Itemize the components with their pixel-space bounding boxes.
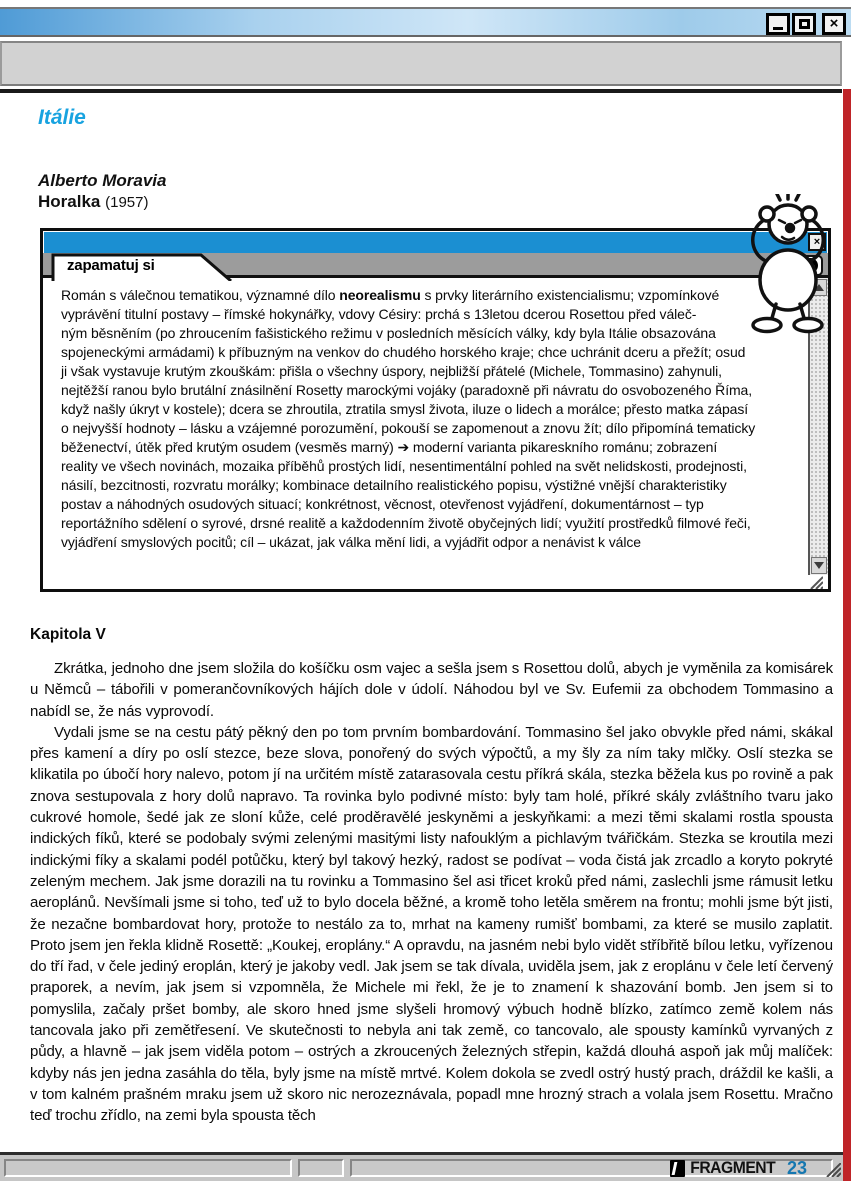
window-controls [766,13,846,35]
status-panel [4,1159,292,1177]
memo-text-line: ji však vystavuje krutým zkouškám: přišla o všechny úspory, nejbližší přátelé (Michele, Tommasino) zahynuli, [61,363,722,379]
memo-text-line: Román s válečnou tematikou, významné dílo neorealismu s prvky literárního existencialismu; vzpomínkové [61,287,720,303]
fragment-logo [670,1159,778,1178]
status-panel [298,1159,344,1177]
minimize-icon [773,27,783,30]
section-title: Itálie [38,106,86,129]
chapter-heading: Kapitola V [30,626,106,643]
memo-text-line: běženectví, útěk před krutým osudem (vesměs marný) ➔ moderní varianta pikareskního románu; zobrazení [61,439,718,455]
close-icon: × [829,15,839,32]
memo-tab-label: zapamatuj si [67,257,155,274]
memo-content [43,278,828,575]
book-icon [670,1160,685,1177]
resize-grip-icon[interactable] [808,576,823,589]
page-number: 23 [786,1157,807,1178]
memo-text-line: o nejvyšší hodnoty – lásku a vzájemné porozumění, pokouší se zapomenout a znovu žít; dílo připomíná tematicky [61,420,756,436]
body-paragraph: Zkrátka, jednoho dne jsem složila do košíčku osm vajec a sešla jsem s Rosettou dolů, abych je vyměnila za komisárek u Němců – tábořili v pomerančovníkových hájích dole v údolí. Náhodou byl ve Sv. Eufemii za obchodem Tommasino a nabídl se, že nás vyprovodí. [30,660,833,720]
memo-text-line: nejtěžší ranou bylo brutální znásilnění Rosetty marockými vojáky (paradoxně při návratu do osvobozeného Říma, [61,382,753,398]
memo-tabstrip [43,253,828,278]
memo-statusbar [43,575,828,589]
body-paragraph: Vydali jsme se na cestu pátý pěkný den po tom prvním bombardování. Tommasino šel jako obvykle před námi, skákal přes kamení a díry po oslí stezce, beze slova, ponořený do svých výpočtů, a my šly za ním taky mlčky. Oslí stezka se klikatila po úbočí hory nalevo, potom jí na určitém místě zatarasovala cestu příkrá skála, stezka běžela kus po rovině a pak znova sestupovala z hory dolů napravo. Ta rovinka bylo podivné místo: byly tam holé, příkré skály zvláštního tvaru jako cukrové homole, šedé jak ze sloní kůže, celé proděravělé jeskyněmi a jeskyňkami: a mezi těmi skalami rostla spousta indických fíků, které se podobaly svými zelenými masitými listy nafouklým a pichlavým tvářičkám. Stezka se kroutila mezi indickými fíky a skalami podél potůčku, který byl takový hezký, radost se podívat – voda čistá jak zrcadlo a koryto pokryté zeleným mechem. Jak jsme dorazili na tu rovinku a Tommasino šel asi třicet kroků před námi, zaslechli jsme rámusit letku aeroplánů. Nevšímali jsme si toho, teď už to bylo docela běžné, a kromě toho letěla směrem na frontu; mohli jsme být jisti, že nezačne bombardovat hory, protože to nestálo za to, mrhat na kameny rumišť bombami, za které se musilo zaplatit. Proto jsem jen řekla klidně Rosettě: „Koukej, eroplány.“ A opravdu, na jasném nebi bylo vidět stříbřitě bílou letku, vyřízenou do tří řad, v čele jediný eroplán, který je jakoby vedl. Jak jsem se tak dívala, uviděla jsem, jak z eroplánu v čele letí červený praporek, a nevím, jak jsem si vzpomněla, že Michele mi řekl, že je to znamení k shazování bomb. Jen jsem si to pomyslila, začaly pršet bomby, ale skoro hned jsme slyšeli hromový výbuch hodně blízko, zatímco země kolem nás tancovala jako při zemětřesení. Ve skutečnosti to nebyla ani tak země, co tancovalo, ale spousty kamínků vyrvaných z půdy, a hlavně – jak jsem viděla potom – ostrých a zkroucených železných střepin, každá dlouhá aspoň jak můj malíček: kdyby nás jen jedna zasáhla do těla, byly jsme na místě mrtvé. Kolem dokola se zvedl ostrý hustý prach, dráždil ke kašli, a v tom kalném prašném mraku jsem už skoro nic nerozeznávala, popadl mne hrozný strach a volala jsem Rosettu. Mračno teď trochu zřídlo, na zemi byla spousta těch [30,723,833,1125]
memo-titlebar [44,232,827,253]
memo-box [40,228,831,592]
header-divider [0,89,842,93]
minimize-button[interactable] [766,13,790,35]
page-edge-stripe [843,89,851,1181]
work-title: Horalka [38,192,101,211]
scroll-down-button[interactable] [811,557,827,574]
memo-text-line: vyprávění titulní postavy – římské hokynářky, vdovy Césiry: prchá s 13letou dcerou Rosettou před váleč- [61,306,697,322]
resize-grip-icon[interactable] [825,1163,841,1177]
maximize-icon [799,19,810,29]
author-name: Alberto Moravia [38,171,167,190]
close-button[interactable] [822,13,846,35]
status-bar [0,1152,843,1181]
memo-text-line: ným běsněním (po zhroucením fašistického režimu v posledních měsících války, kdy byla Itálie obsazována [61,325,716,341]
work-year: (1957) [105,194,149,211]
window-titlebar[interactable] [0,7,851,37]
memo-text-line: vyjádření smyslových pocitů; cíl – ukázat, jak válka mění lidi, a vyjádřit odpor a nenávist k válce [61,534,641,550]
arrow-down-icon [814,562,824,569]
publisher-name: FRAGMENT [690,1158,776,1177]
memo-text [43,278,828,556]
work-heading [38,192,148,212]
memo-tab-zapamatuj-si[interactable] [51,253,235,281]
status-panel-main [350,1159,833,1177]
memo-text-line: reportážního sdělení o syrové, drsné realitě a každodenním životě obyčejných lidí; využití prostředků filmové řeči, [61,515,751,531]
memo-text-line: reality ve všech novinách, mozaika příběhů prostých lidí, nesentimentální pohled na svět nelidskosti, prodejnosti, [61,458,747,474]
chapter-text [30,658,833,1127]
memo-text-line: spojeneckými armádami) k příbuzným na venkov do chudého horského kraje; chce uchránit dceru a přežít; osud [61,344,746,360]
mascot-illustration [736,194,838,348]
maximize-button[interactable] [792,13,816,35]
toolbar [0,41,842,86]
close-icon: × [813,235,821,248]
memo-text-line: násilí, bezcitnosti, rozvratu morálky; kombinace detailního realistického popisu, výstižné vnější charakteristiky [61,477,727,493]
memo-text-line: když našly úkryt v kostele); dcera se zhroutila, ztratila smysl života, iluze o lidech a morálce; přesto matka zápasí [61,401,749,417]
memo-text-line: postav a náhodných osudových situací; konkrétnost, věcnost, otevřenost vyjádření, dokumentárnost – typ [61,496,704,512]
